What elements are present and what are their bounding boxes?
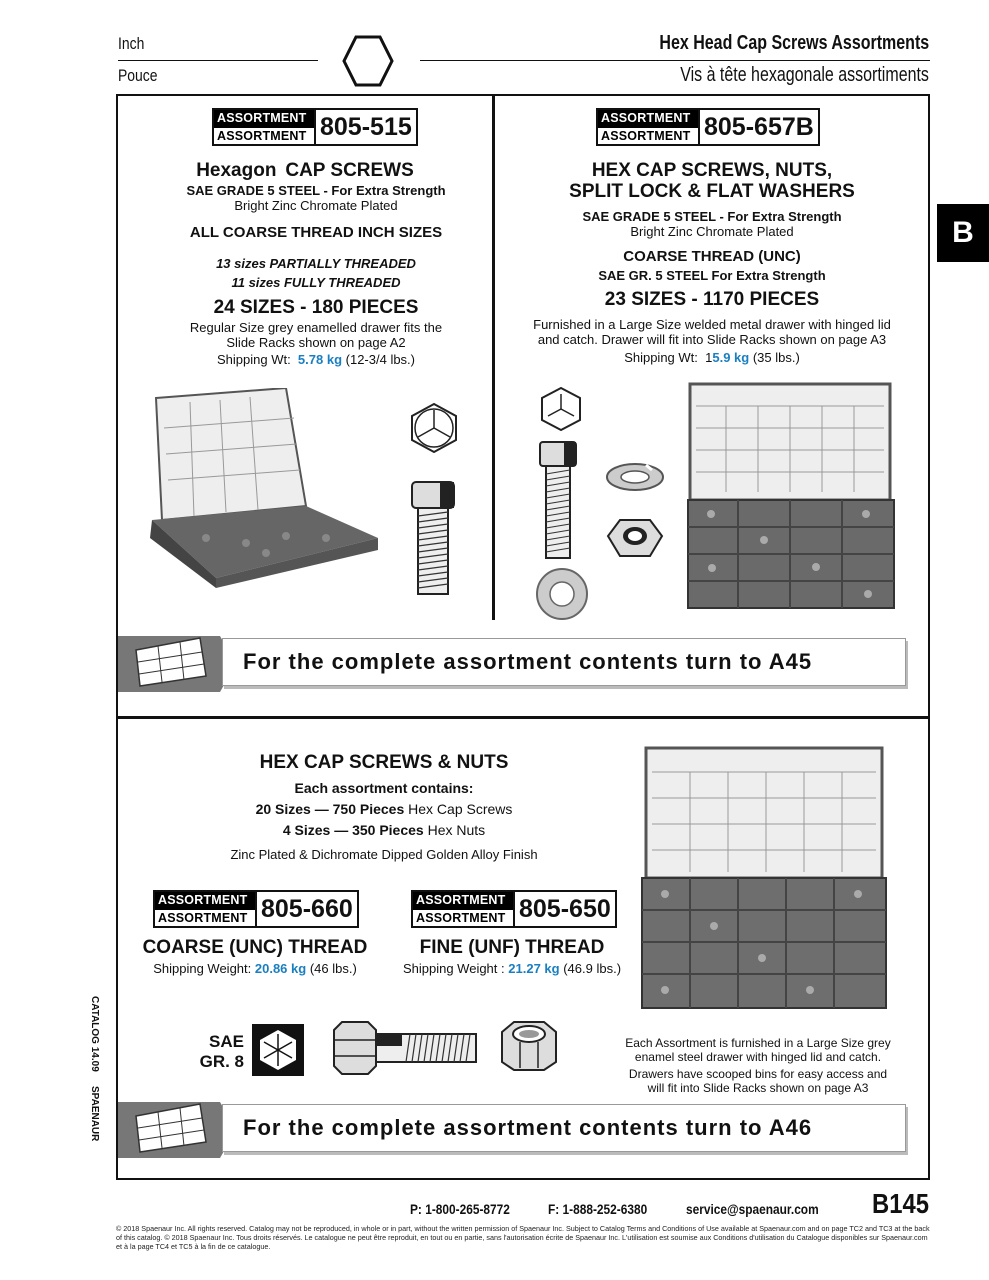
tl-sizes: 24 SIZES - 180 PIECES	[213, 297, 419, 318]
catalog-version: CATALOG 14.09	[89, 996, 100, 1072]
assortment-badge-805-660: ASSORTMENT ASSORTMENT 805-660	[153, 890, 359, 928]
assortment-number: 805-657B	[698, 110, 818, 144]
page-number: B145	[872, 1188, 929, 1219]
flat-washer-icon	[534, 566, 590, 622]
tl-partial: 13 sizes PARTIALLY THREADED	[216, 256, 416, 271]
coarse-thread-label: COARSE (UNC) THREAD	[142, 937, 368, 958]
drawer-note-1: Each Assortment is furnished in a Large Size grey enamel steel drawer with hinged lid and catch.	[625, 1036, 891, 1064]
tr-title1: HEX CAP SCREWS, NUTS,	[591, 160, 833, 181]
fine-shipping: Shipping Weight : 21.27 kg (46.9 lbs.)	[402, 961, 622, 976]
assortment-number: 805-650	[513, 892, 615, 926]
header-rule-left	[118, 60, 318, 61]
coarse-shipping: Shipping Weight: 20.86 kg (46 lbs.)	[153, 961, 357, 976]
bottom-title: HEX CAP SCREWS & NUTS	[259, 752, 509, 773]
hex-bolt-side-icon	[330, 1020, 480, 1076]
grade8-nut-icon	[496, 1018, 562, 1074]
bottom-line2: 4 Sizes — 350 Pieces Hex Nuts	[282, 822, 486, 838]
header-title-fr: Vis à tête hexagonale assortiments	[680, 64, 929, 86]
tl-shipping: Shipping Wt: 5.78 kg (12-3/4 lbs.)	[216, 352, 416, 367]
tl-desc2: Slide Racks shown on page A2	[226, 335, 406, 350]
hex-head-icon	[538, 386, 584, 432]
assortment-badge-805-650: ASSORTMENT ASSORTMENT 805-650	[411, 890, 617, 928]
section-tab[interactable]: B	[937, 204, 989, 262]
tr-thread: COARSE THREAD (UNC)	[623, 248, 801, 265]
tl-full: 11 sizes FULLY THREADED	[231, 275, 401, 290]
header-rule-right	[420, 60, 930, 61]
banner-text: For the complete assortment contents turn to A46	[222, 1104, 906, 1152]
tl-title: Hexagon CAP SCREWS	[196, 160, 414, 181]
tr-title2: SPLIT LOCK & FLAT WASHERS	[569, 181, 855, 202]
small-drawer-image	[146, 388, 386, 588]
tl-coarse: ALL COARSE THREAD INCH SIZES	[189, 224, 443, 241]
section-divider	[116, 716, 930, 719]
tr-shipping: Shipping Wt: 15.9 kg (35 lbs.)	[624, 350, 800, 365]
header-title-en: Hex Head Cap Screws Assortments	[659, 32, 929, 54]
brand-vertical: SPAENAUR	[89, 1086, 100, 1142]
cap-screw-icon	[410, 480, 456, 596]
tl-plating: Bright Zinc Chromate Plated	[234, 198, 398, 213]
copyright-notice: © 2018 Spaenaur Inc. All rights reserved. Catalog may not be reproduced, in whole or in part, without the written permission of Spaenaur Inc. Subject to Catalog Terms and Conditions of Use available at Spaenaur.com and on page TC2 and TC3 at the back of this catalog. © 2018 Spaenaur Inc. Tous droits réservés. Le catalogue ne peut être reproduit, en tout ou en partie, sans l'autorisation écrite de Spaenaur Inc. L'utilisation est soumise aux Conditions d'utilisation du Catalogue disponibles sur Spaenaur.com et à la page TC4 et TC5 à la fin de ce catalogue.	[116, 1224, 930, 1251]
assortment-number: 805-515	[314, 110, 416, 144]
tr-grade: SAE GRADE 5 STEEL - For Extra Strength	[582, 209, 842, 224]
tr-grade2: SAE GR. 5 STEEL For Extra Strength	[598, 268, 826, 283]
assortment-badge-805-657B: ASSORTMENT ASSORTMENT 805-657B	[596, 108, 820, 146]
contents-banner-a46[interactable]	[118, 1102, 906, 1158]
grade8-drawer-image	[640, 746, 888, 1014]
bottom-line1: 20 Sizes — 750 Pieces Hex Cap Screws	[255, 801, 513, 817]
bottom-contains: Each assortment contains:	[294, 780, 474, 796]
bottom-finish: Zinc Plated & Dichromate Dipped Golden Alloy Finish	[230, 847, 538, 862]
cap-screw-icon	[538, 440, 578, 560]
tr-sizes: 23 SIZES - 1170 PIECES	[604, 289, 820, 310]
tr-plating: Bright Zinc Chromate Plated	[630, 224, 794, 239]
tl-desc1: Regular Size grey enamelled drawer fits the	[189, 320, 443, 335]
footer-fax[interactable]: F: 1-888-252-6380	[548, 1201, 648, 1217]
drawer-note-2: Drawers have scooped bins for easy access and will fit into Slide Racks shown on page A3	[628, 1067, 888, 1095]
banner-text: For the complete assortment contents turn to A45	[222, 638, 906, 686]
hex-nut-icon	[604, 516, 664, 564]
drawer-icon	[130, 1102, 214, 1158]
grade8-head-icon	[252, 1024, 304, 1076]
hex-head-icon	[408, 402, 460, 454]
split-lock-washer-icon	[604, 460, 666, 494]
header-pouce: Pouce	[118, 66, 158, 85]
assortment-badge-805-515: ASSORTMENT ASSORTMENT 805-515	[212, 108, 418, 146]
assortment-number: 805-660	[255, 892, 357, 926]
header-inch: Inch	[118, 34, 145, 53]
fine-thread-label: FINE (UNF) THREAD	[419, 937, 605, 958]
footer-phone[interactable]: P: 1-800-265-8772	[410, 1201, 510, 1217]
tr-desc2: and catch. Drawer will fit into Slide Racks shown on page A3	[537, 332, 887, 347]
contents-banner-a45[interactable]	[118, 636, 906, 692]
sae-grade-label: SAE GR. 8	[199, 1032, 244, 1071]
hex-logo-icon	[342, 34, 394, 88]
tr-desc1: Furnished in a Large Size welded metal drawer with hinged lid	[533, 317, 891, 332]
footer-email[interactable]: service@spaenaur.com	[686, 1201, 819, 1217]
large-drawer-image	[686, 382, 896, 614]
tl-grade: SAE GRADE 5 STEEL - For Extra Strength	[186, 183, 446, 198]
drawer-icon	[130, 636, 214, 692]
